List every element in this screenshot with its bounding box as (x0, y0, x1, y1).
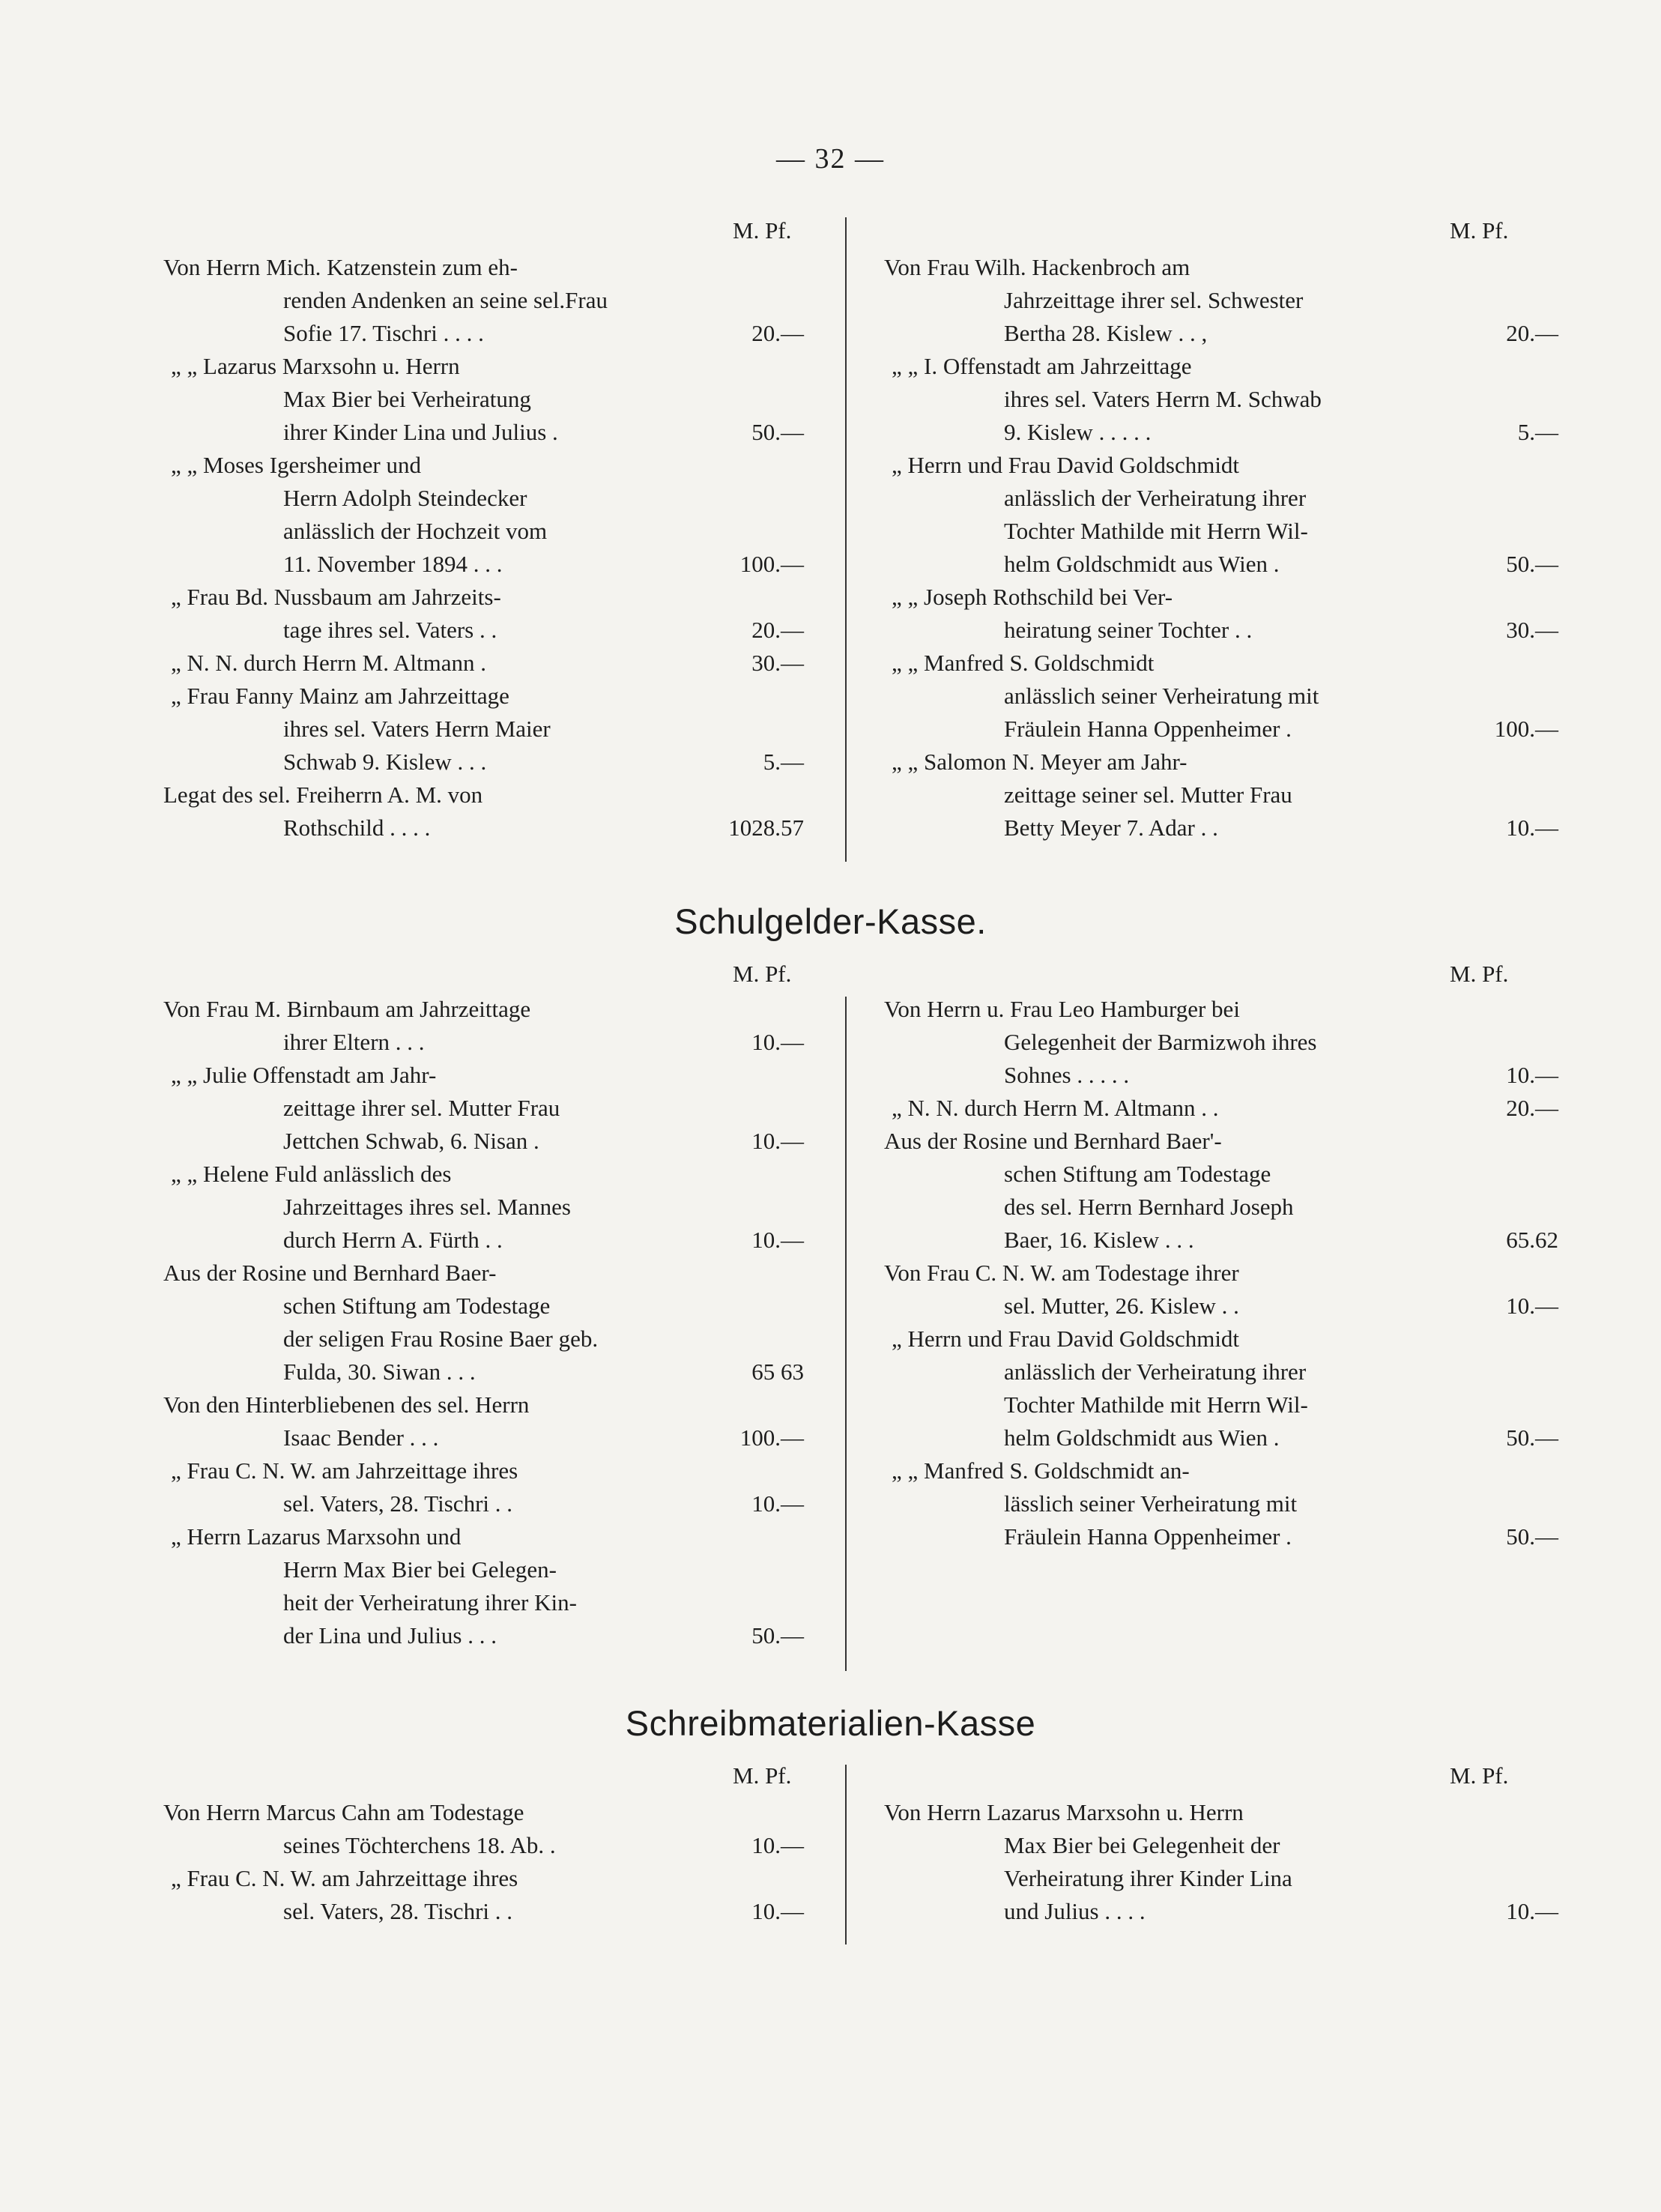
entry-line: Von Herrn Lazarus Marxsohn u. Herrn (884, 1799, 1244, 1825)
currency-header: M. Pf. (1450, 961, 1509, 987)
entry-line: „ N. N. durch Herrn M. Altmann . (171, 650, 486, 676)
currency-header: M. Pf. (733, 217, 792, 244)
entry-amount: 5.— (763, 749, 804, 775)
entry-line: Jahrzeittage ihrer sel. Schwester (1004, 287, 1304, 313)
entry-line: Verheiratung ihrer Kinder Lina (1004, 1865, 1292, 1891)
entry-amount: 10.— (751, 1029, 804, 1055)
entry-line: durch Herrn A. Fürth . . (283, 1227, 503, 1253)
entry-line: sel. Vaters, 28. Tischri . . (283, 1490, 513, 1517)
entry-line: Von den Hinterbliebenen des sel. Herrn (163, 1391, 530, 1418)
entry-amount: 50.— (1506, 1523, 1558, 1550)
column-divider (845, 217, 847, 862)
entry-line: Sofie 17. Tischri . . . . (283, 320, 484, 346)
entry-line: „ Frau C. N. W. am Jahrzeittage ihres (171, 1457, 518, 1484)
entry-line: Tochter Mathilde mit Herrn Wil- (1004, 1391, 1308, 1418)
entry-line: heiratung seiner Tochter . . (1004, 617, 1253, 643)
entry-line: Sohnes . . . . . (1004, 1062, 1130, 1088)
entry-line: Jahrzeittages ihres sel. Mannes (283, 1194, 571, 1220)
entry-line: „ „ Julie Offenstadt am Jahr- (171, 1062, 437, 1088)
entry-line: Isaac Bender . . . (283, 1424, 439, 1451)
entry-line: tage ihres sel. Vaters . . (283, 617, 497, 643)
entry-line: „ Herrn und Frau David Goldschmidt (892, 452, 1240, 478)
entry-line: Fulda, 30. Siwan . . . (283, 1359, 476, 1385)
section-title: Schulgelder-Kasse. (674, 901, 987, 941)
entry-line: Fräulein Hanna Oppenheimer . (1004, 716, 1292, 742)
entry-line: ihrer Eltern . . . (283, 1029, 425, 1055)
entry-amount: 100.— (739, 551, 804, 577)
entry-line: Betty Meyer 7. Adar . . (1004, 815, 1218, 841)
entry-line: Herrn Adolph Steindecker (283, 485, 527, 511)
entry-line: Von Herrn Marcus Cahn am Todestage (163, 1799, 524, 1825)
entry-amount: 65.62 (1506, 1227, 1558, 1253)
entry-amount: 100.— (1494, 716, 1558, 742)
entry-amount: 20.— (751, 320, 804, 346)
entry-line: Gelegenheit der Barmizwoh ihres (1004, 1029, 1317, 1055)
entry-line: renden Andenken an seine sel.Frau (283, 287, 608, 313)
entry-line: seines Töchterchens 18. Ab. . (283, 1832, 556, 1858)
entry-line: heit der Verheiratung ihrer Kin- (283, 1589, 577, 1616)
entry-line: Von Herrn Mich. Katzenstein zum eh- (163, 254, 518, 280)
entry-line: anlässlich der Verheiratung ihrer (1004, 485, 1307, 511)
column-divider (845, 1765, 847, 1944)
entry-line: „ „ Manfred S. Goldschmidt an- (892, 1457, 1190, 1484)
entry-line: Legat des sel. Freiherrn A. M. von (163, 782, 483, 808)
entry-line: Bertha 28. Kislew . . , (1004, 320, 1208, 346)
entry-amount: 20.— (1506, 320, 1558, 346)
column-divider (845, 997, 847, 1671)
entry-line: Rothschild . . . . (283, 815, 431, 841)
entry-line: Von Frau Wilh. Hackenbroch am (884, 254, 1190, 280)
entry-line: Max Bier bei Verheiratung (283, 386, 531, 412)
entry-line: Aus der Rosine und Bernhard Baer'- (884, 1128, 1222, 1154)
entry-line: Von Frau C. N. W. am Todestage ihrer (884, 1260, 1239, 1286)
entry-amount: 10.— (751, 1898, 804, 1924)
currency-header: M. Pf. (733, 1762, 792, 1789)
entry-amount: 10.— (751, 1490, 804, 1517)
entry-amount: 10.— (1506, 1062, 1558, 1088)
entry-amount: 10.— (1506, 815, 1558, 841)
currency-header: M. Pf. (733, 961, 792, 987)
entry-amount: 50.— (751, 1622, 804, 1649)
entry-line: Jettchen Schwab, 6. Nisan . (283, 1128, 539, 1154)
entry-line: „ Herrn Lazarus Marxsohn und (171, 1523, 462, 1550)
entry-line: „ „ Helene Fuld anlässlich des (171, 1161, 452, 1187)
entry-line: Von Frau M. Birnbaum am Jahrzeittage (163, 996, 531, 1022)
entry-line: helm Goldschmidt aus Wien . (1004, 1424, 1280, 1451)
entry-line: „ Herrn und Frau David Goldschmidt (892, 1326, 1240, 1352)
entry-amount: 10.— (751, 1832, 804, 1858)
entry-line: „ „ Moses Igersheimer und (171, 452, 422, 478)
entry-line: sel. Mutter, 26. Kislew . . (1004, 1293, 1239, 1319)
entry-line: anlässlich seiner Verheiratung mit (1004, 683, 1319, 709)
entry-amount: 10.— (1506, 1898, 1558, 1924)
section-title: Schreibmaterialien-Kasse (625, 1703, 1036, 1743)
entry-line: ihrer Kinder Lina und Julius . (283, 419, 558, 445)
entry-line: „ „ I. Offenstadt am Jahrzeittage (892, 353, 1192, 379)
entry-amount: 1028.57 (728, 815, 804, 841)
entry-amount: 65 63 (751, 1359, 804, 1385)
entry-line: 9. Kislew . . . . . (1004, 419, 1152, 445)
entry-amount: 20.— (751, 617, 804, 643)
entry-amount: 30.— (1506, 617, 1558, 643)
entry-line: „ Frau C. N. W. am Jahrzeittage ihres (171, 1865, 518, 1891)
entry-line: Aus der Rosine und Bernhard Baer- (163, 1260, 497, 1286)
entry-line: ihres sel. Vaters Herrn Maier (283, 716, 551, 742)
page-number: — 32 — (776, 143, 885, 175)
entry-line: zeittage seiner sel. Mutter Frau (1004, 782, 1292, 808)
entry-line: Fräulein Hanna Oppenheimer . (1004, 1523, 1292, 1550)
entry-amount: 50.— (1506, 551, 1558, 577)
entry-line: Baer, 16. Kislew . . . (1004, 1227, 1194, 1253)
entry-line: zeittage ihrer sel. Mutter Frau (283, 1095, 560, 1121)
entry-line: lässlich seiner Verheiratung mit (1004, 1490, 1298, 1517)
entry-line: des sel. Herrn Bernhard Joseph (1004, 1194, 1294, 1220)
entry-amount: 50.— (1506, 1424, 1558, 1451)
entry-amount: 20.— (1506, 1095, 1558, 1121)
entry-amount: 10.— (751, 1227, 804, 1253)
entry-line: ihres sel. Vaters Herrn M. Schwab (1004, 386, 1322, 412)
entry-line: „ Frau Bd. Nussbaum am Jahrzeits- (171, 584, 501, 610)
entry-line: Max Bier bei Gelegenheit der (1004, 1832, 1280, 1858)
entry-line: Von Herrn u. Frau Leo Hamburger bei (884, 996, 1240, 1022)
entry-line: Schwab 9. Kislew . . . (283, 749, 487, 775)
entry-amount: 5.— (1517, 419, 1558, 445)
entry-amount: 10.— (751, 1128, 804, 1154)
currency-header: M. Pf. (1450, 1762, 1509, 1789)
entry-line: „ „ Manfred S. Goldschmidt (892, 650, 1155, 676)
entry-amount: 30.— (751, 650, 804, 676)
entry-amount: 100.— (739, 1424, 804, 1451)
entry-line: „ Frau Fanny Mainz am Jahrzeittage (171, 683, 509, 709)
entry-line: „ „ Joseph Rothschild bei Ver- (892, 584, 1173, 610)
entry-line: der seligen Frau Rosine Baer geb. (283, 1326, 599, 1352)
entry-amount: 50.— (751, 419, 804, 445)
entry-line: sel. Vaters, 28. Tischri . . (283, 1898, 513, 1924)
entry-line: schen Stiftung am Todestage (283, 1293, 551, 1319)
entry-line: „ „ Salomon N. Meyer am Jahr- (892, 749, 1187, 775)
currency-header: M. Pf. (1450, 217, 1509, 244)
entry-line: Tochter Mathilde mit Herrn Wil- (1004, 518, 1308, 544)
entry-amount: 10.— (1506, 1293, 1558, 1319)
entry-line: anlässlich der Hochzeit vom (283, 518, 548, 544)
entry-line: Herrn Max Bier bei Gelegen- (283, 1556, 557, 1583)
entry-line: und Julius . . . . (1004, 1898, 1146, 1924)
entry-line: anlässlich der Verheiratung ihrer (1004, 1359, 1307, 1385)
entry-line: helm Goldschmidt aus Wien . (1004, 551, 1280, 577)
entry-line: 11. November 1894 . . . (283, 551, 503, 577)
entry-line: „ „ Lazarus Marxsohn u. Herrn (171, 353, 460, 379)
entry-line: der Lina und Julius . . . (283, 1622, 497, 1649)
entry-line: „ N. N. durch Herrn M. Altmann . . (892, 1095, 1219, 1121)
entry-line: schen Stiftung am Todestage (1004, 1161, 1271, 1187)
